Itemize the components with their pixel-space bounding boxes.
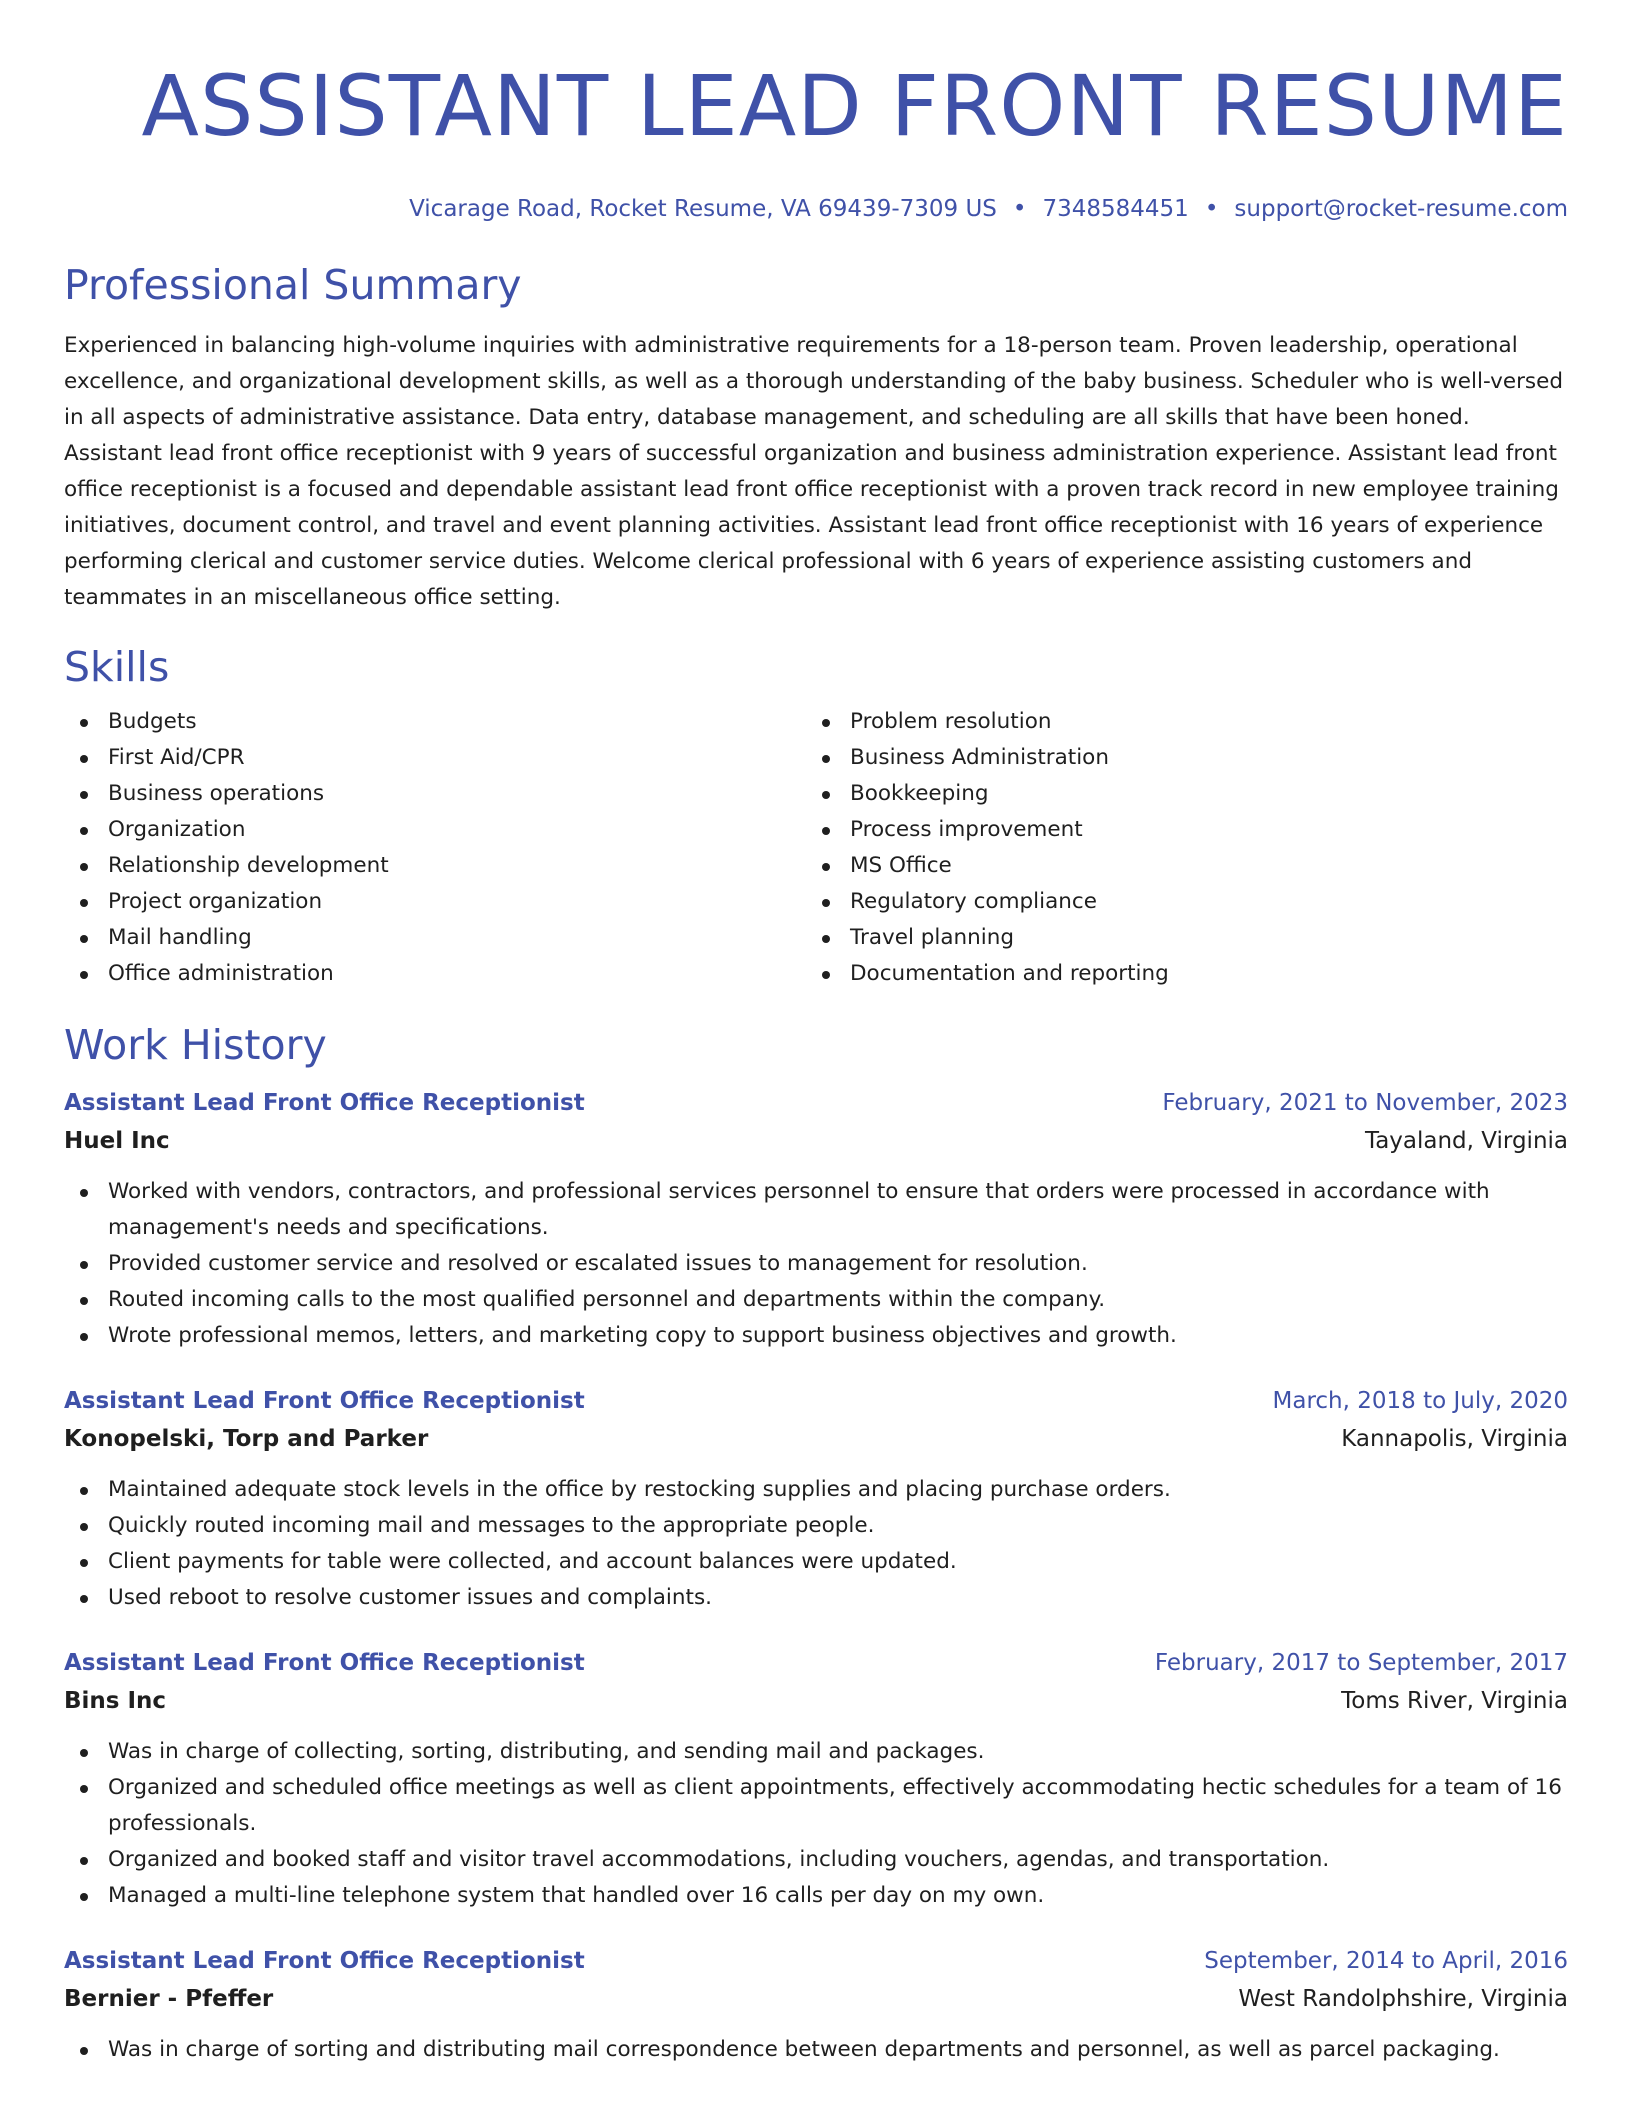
- job-duty: Routed incoming calls to the most qualified personnel and departments within the company.: [64, 1282, 1568, 1318]
- skill-item: Relationship development: [64, 848, 806, 884]
- job-company-row: [64, 1980, 1568, 2018]
- job-location: Kannapolis, Virginia: [1341, 1426, 1568, 1452]
- skill-item: MS Office: [806, 848, 1169, 884]
- skills-heading: Skills: [64, 643, 170, 691]
- job-title-row: [64, 1084, 1568, 1122]
- job-duty: Worked with vendors, contractors, and professional services personnel to ensure that orders were processed in accordance with management's needs and specifications.: [64, 1174, 1568, 1246]
- skill-item: Bookkeeping: [806, 776, 1169, 812]
- job-duties: [64, 1472, 1568, 1616]
- contact-separator: •: [1204, 196, 1219, 222]
- resume-page: [64, 0, 1568, 2068]
- skill-item: Business operations: [64, 776, 806, 812]
- job-duty: Was in charge of collecting, sorting, distributing, and sending mail and packages.: [64, 1734, 1568, 1770]
- work-history-section: [64, 1020, 1568, 2068]
- contact-email[interactable]: support@rocket-resume.com: [1234, 196, 1568, 222]
- contact-phone[interactable]: 7348584451: [1042, 196, 1189, 222]
- job-dates: March, 2018 to July, 2020: [1272, 1388, 1568, 1414]
- contact-separator: •: [1012, 196, 1027, 222]
- skills-section: [64, 642, 1568, 992]
- job-location: West Randolphshire, Virginia: [1238, 1986, 1568, 2012]
- skill-item: Problem resolution: [806, 704, 1169, 740]
- job-title-row: [64, 1942, 1568, 1980]
- job-location: Toms River, Virginia: [1341, 1688, 1568, 1714]
- job-duty: Quickly routed incoming mail and messages to the appropriate people.: [64, 1508, 1568, 1544]
- job-title: Assistant Lead Front Office Receptionist: [64, 1948, 585, 1974]
- job-company-row: [64, 1420, 1568, 1458]
- skill-item: Business Administration: [806, 740, 1169, 776]
- job-duties: [64, 2032, 1568, 2068]
- job-duties: [64, 1174, 1568, 1354]
- job-duty: Organized and scheduled office meetings as well as client appointments, effectively accommodating hectic schedules for a team of 16 professionals.: [64, 1770, 1568, 1842]
- job-dates: February, 2017 to September, 2017: [1154, 1650, 1568, 1676]
- skill-item: Budgets: [64, 704, 806, 740]
- summary-heading: Professional Summary: [64, 261, 522, 309]
- skills-column-1: [64, 704, 806, 992]
- job-duty: Organized and booked staff and visitor travel accommodations, including vouchers, agendas, and transportation.: [64, 1842, 1568, 1878]
- skill-item: Regulatory compliance: [806, 884, 1169, 920]
- job-dates: September, 2014 to April, 2016: [1204, 1948, 1568, 1974]
- job-duty: Used reboot to resolve customer issues and complaints.: [64, 1580, 1568, 1616]
- job-company: Konopelski, Torp and Parker: [64, 1426, 429, 1452]
- skill-item: First Aid/CPR: [64, 740, 806, 776]
- job-dates: February, 2021 to November, 2023: [1162, 1090, 1568, 1116]
- job-company: Bins Inc: [64, 1688, 167, 1714]
- skills-list: [64, 704, 1568, 992]
- skill-item: Travel planning: [806, 920, 1169, 956]
- work-history-heading: Work History: [64, 1021, 327, 1069]
- skill-item: Process improvement: [806, 812, 1169, 848]
- job-duty: Managed a multi-line telephone system that handled over 16 calls per day on my own.: [64, 1878, 1568, 1914]
- summary-section: [64, 260, 1568, 616]
- skill-item: Organization: [64, 812, 806, 848]
- job-title: Assistant Lead Front Office Receptionist: [64, 1388, 585, 1414]
- job-duty: Was in charge of sorting and distributing mail correspondence between departments and personnel, as well as parcel packaging.: [64, 2032, 1568, 2068]
- job-duty: Wrote professional memos, letters, and marketing copy to support business objectives and growth.: [64, 1318, 1568, 1354]
- skill-item: Mail handling: [64, 920, 806, 956]
- resume-title: ASSISTANT LEAD FRONT RESUME: [141, 57, 1568, 155]
- job-entry: [64, 1084, 1568, 1354]
- job-title-row: [64, 1382, 1568, 1420]
- contact-line: [64, 194, 1568, 224]
- job-duty: Provided customer service and resolved or escalated issues to management for resolution.: [64, 1246, 1568, 1282]
- job-entry: [64, 1942, 1568, 2068]
- job-company-row: [64, 1682, 1568, 1720]
- job-duty: Maintained adequate stock levels in the office by restocking supplies and placing purchase orders.: [64, 1472, 1568, 1508]
- job-duties: [64, 1734, 1568, 1914]
- job-duty: Client payments for table were collected, and account balances were updated.: [64, 1544, 1568, 1580]
- skill-item: Project organization: [64, 884, 806, 920]
- job-company: Huel Inc: [64, 1128, 170, 1154]
- job-entry: [64, 1382, 1568, 1616]
- job-company: Bernier - Pfeffer: [64, 1986, 274, 2012]
- skills-column-2: [806, 704, 1169, 992]
- job-entry: [64, 1644, 1568, 1914]
- job-title: Assistant Lead Front Office Receptionist: [64, 1090, 585, 1116]
- contact-address: Vicarage Road, Rocket Resume, VA 69439-7309 US: [409, 196, 997, 222]
- job-location: Tayaland, Virginia: [1364, 1128, 1568, 1154]
- skill-item: Office administration: [64, 956, 806, 992]
- skill-item: Documentation and reporting: [806, 956, 1169, 992]
- summary-text: Experienced in balancing high-volume inquiries with administrative requirements for a 18-person team. Proven leadership, operational excellence, and organizational development skills, as well as a thorough understanding of the baby business. Scheduler who is well-versed in all aspects of administrative assistance. Data entry, database management, and scheduling are all skills that have been honed. Assistant lead front office receptionist with 9 years of successful organization and business administration experience. Assistant lead front office receptionist is a focused and dependable assistant lead front office receptionist with a proven track record in new employee training initiatives, document control, and travel and event planning activities. Assistant lead front office receptionist with 16 years of experience performing clerical and customer service duties. Welcome clerical professional with 6 years of experience assisting customers and teammates in an miscellaneous office setting.: [64, 333, 1563, 610]
- job-title-row: [64, 1644, 1568, 1682]
- job-company-row: [64, 1122, 1568, 1160]
- job-title: Assistant Lead Front Office Receptionist: [64, 1650, 585, 1676]
